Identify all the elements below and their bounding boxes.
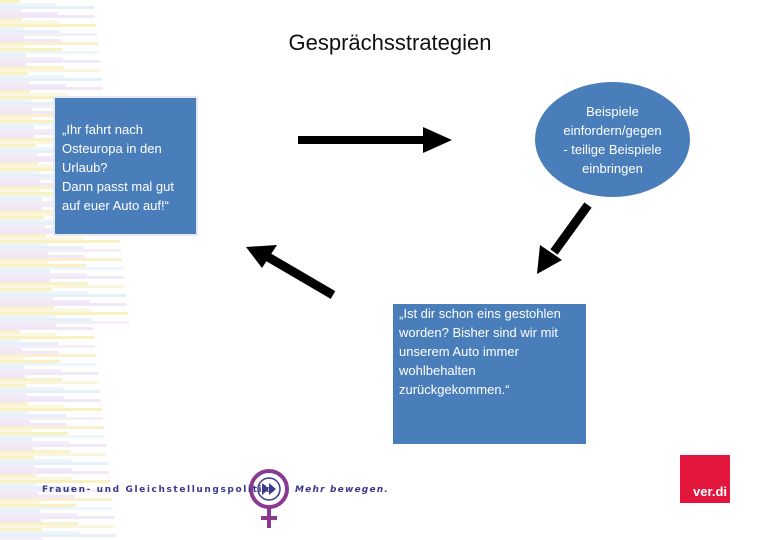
strategy-line: Beispiele xyxy=(586,103,639,119)
statement-line: Osteuropa in den xyxy=(62,141,162,156)
statement-line: „Ihr fahrt nach xyxy=(62,122,143,137)
response-line: „Ist dir schon eins gestohlen xyxy=(399,306,561,321)
page-title: Gesprächsstrategien xyxy=(288,30,492,55)
response-line: wohlbehalten xyxy=(399,363,476,378)
statement-line: auf euer Auto auf!“ xyxy=(62,198,169,213)
verdi-logo: ver.di xyxy=(680,455,730,503)
response-line: worden? Bisher sind wir mit xyxy=(399,325,558,340)
response-line: unserem Auto immer xyxy=(399,344,519,359)
arrow-up-left-icon xyxy=(246,245,333,295)
strategy-line: - teilige Beispiele xyxy=(563,141,662,157)
footer-slogan: Mehr bewegen. xyxy=(295,485,389,495)
strategy-line: einbringen xyxy=(582,160,643,176)
statement-line: Dann passt mal gut xyxy=(62,179,175,194)
response-line: zurückgekommen.“ xyxy=(399,382,510,397)
statement-line: Urlaub? xyxy=(62,160,108,175)
arrow-down-left-icon xyxy=(537,205,588,274)
strategy-line: einfordern/gegen xyxy=(563,122,662,138)
footer-label: Frauen- und Gleichstellungspolitik: xyxy=(42,485,276,495)
women-symbol-logo xyxy=(251,471,287,528)
arrow-right-icon xyxy=(298,127,452,153)
